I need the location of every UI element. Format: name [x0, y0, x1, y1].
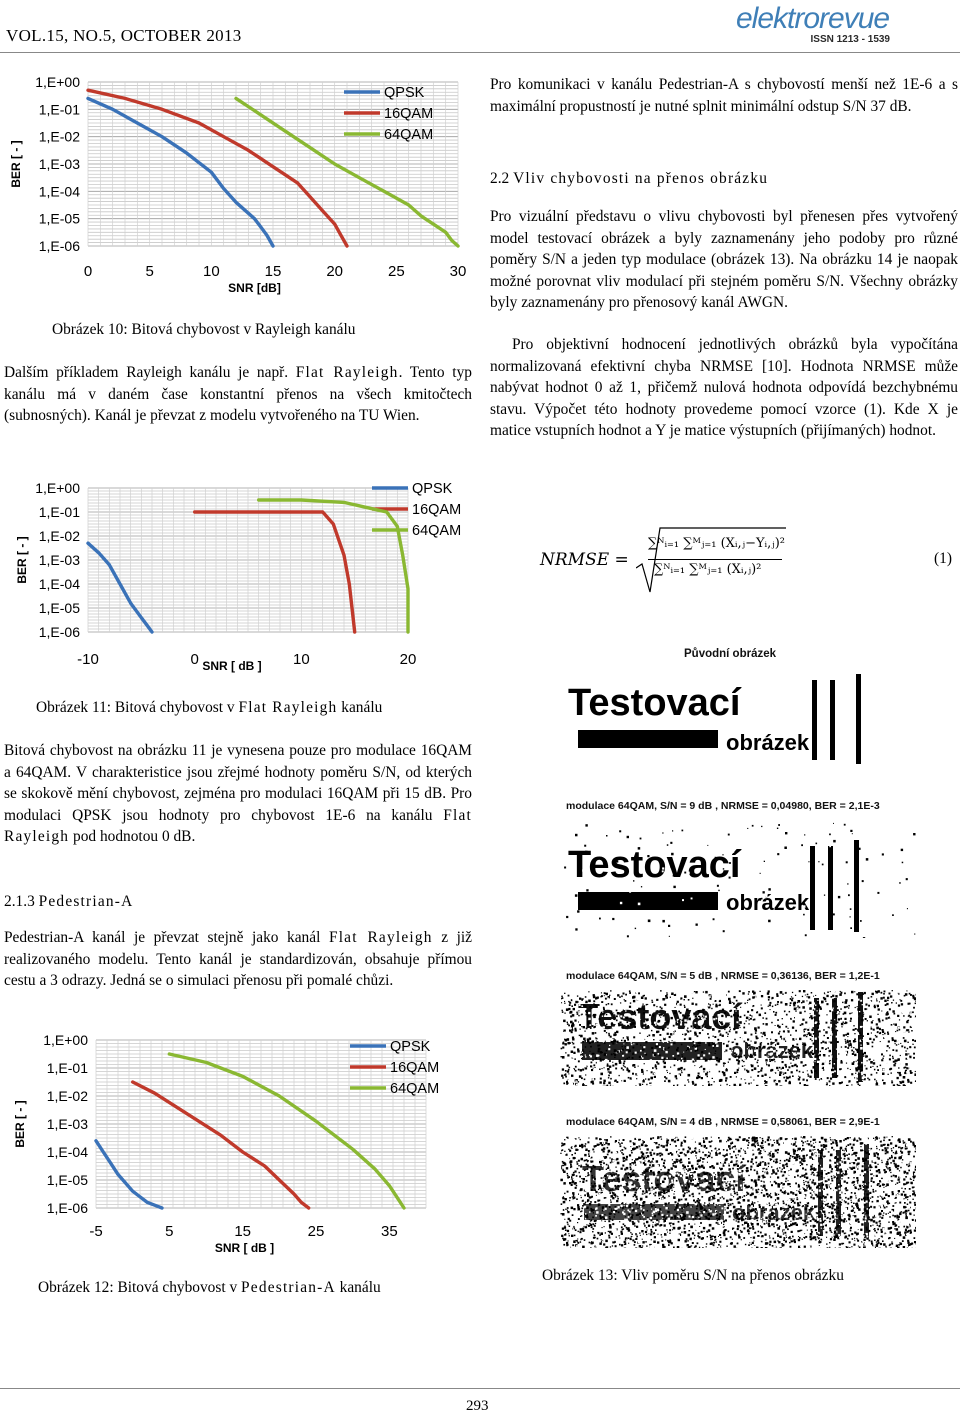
logo-text: elektrorevue — [736, 2, 890, 35]
p1-b: Flat Rayleigh — [295, 364, 399, 381]
x-tick-label: 15 — [234, 1223, 252, 1240]
y-tick-label: 1,E-02 — [38, 528, 80, 544]
equation-number: (1) — [934, 550, 952, 567]
fig10-caption: Obrázek 10: Bitová chybovost v Rayleigh kanálu — [52, 321, 356, 338]
y-tick-label: 1,E-03 — [38, 552, 80, 568]
equation-numerator: ∑ᴺᵢ₌₁ ∑ᴹⱼ₌₁ (Xᵢ,ⱼ−Yᵢ,ⱼ)² — [648, 536, 786, 551]
right-paragraph-2: Pro vizuální představu o vlivu chybovosti byl přenesen přes vytvořený model testovací obrázek a byly zaznamenány jeho podoby pro různé poměry S/N a jeden typ modulace (obrázek 13). Na obrázku 14 je naopak možné porovnat vliv modulací při stejném poměru S/N. Všechny obrázky byly zaznamenány pro přenosový kanál AWGN. — [490, 208, 958, 311]
x-tick-label: 10 — [202, 263, 220, 280]
fig11-cap-a: Obrázek 11: Bitová chybovost v — [36, 699, 239, 716]
fig11-cap-c: kanálu — [337, 699, 383, 716]
section-2-2 — [490, 168, 768, 190]
legend-label-qpsk: QPSK — [412, 481, 453, 497]
img3-word1: Testovací — [578, 996, 742, 1037]
section-num: 2.1.3 — [4, 893, 35, 910]
legend-label-qpsk: QPSK — [384, 85, 425, 101]
left-paragraph-3 — [4, 927, 472, 992]
fig12-cap-c: kanálu — [335, 1279, 381, 1296]
img2-word1: Testovací — [568, 844, 741, 886]
x-tick-label: 20 — [326, 263, 344, 280]
p3-c: z již realizovaného modelu. Tento kanál je standardizován, obsahuje přímou cestu a 3 odrazy. Jedná se o simulaci přenosu při pomalé chůzi. — [4, 929, 472, 989]
img-caption-5db: modulace 64QAM, S/N = 5 dB , NRMSE = 0,36136, BER = 1,2E-1 — [566, 970, 880, 982]
fig12-cap-b: Pedestrian-A — [241, 1279, 336, 1296]
img3-noise — [560, 990, 916, 1086]
y-tick-label: 1,E-01 — [38, 504, 80, 520]
test-image-9db — [560, 822, 916, 938]
sqrt-sign — [636, 524, 786, 596]
test-image-original — [560, 672, 916, 782]
x-axis-label: SNR [ dB ] — [202, 659, 262, 673]
y-tick-label: 1,E-02 — [38, 128, 80, 145]
y-tick-label: 1,E+00 — [35, 74, 80, 90]
y-tick-label: 1,E-05 — [38, 210, 80, 227]
x-tick-label: 5 — [145, 263, 154, 280]
left-paragraph-1 — [4, 362, 472, 427]
img1-black-bar — [578, 730, 718, 748]
img1-word1: Testovací — [568, 682, 741, 724]
x-tick-label: 35 — [380, 1223, 398, 1240]
test-image-5db — [560, 990, 916, 1086]
p3-b: Flat Rayleigh — [328, 929, 433, 946]
img2-noise — [560, 822, 916, 938]
x-tick-label: 15 — [264, 263, 282, 280]
fig12-caption — [38, 1278, 381, 1298]
legend-label-16qam: 16QAM — [384, 106, 434, 122]
p3-a: Pedestrian-A kanál je převzat stejně jako kanál — [4, 929, 329, 946]
test-image-4db — [560, 1136, 916, 1248]
y-tick-label: 1,E-04 — [46, 1144, 88, 1160]
img1-word2: obrázek — [726, 730, 810, 755]
y-tick-label: 1,E-01 — [38, 101, 80, 118]
right-paragraph-3: Pro objektivní hodnocení jednotlivých obrázků byla vypočítána normalizovaná efektivní chyba NRMSE [10]. Hodnota NRMSE může nabývat hodnot 0 až 1, přičemž nulová hodnota odpovídá bezchybnému stavu. Výpočet této hodnoty provedeme pomocí vzorce (1). Kde X je matice vstupních hodnot a Y je matice výstupních (přijímaných) hodnot. — [490, 336, 958, 439]
legend-label-16qam: 16QAM — [390, 1060, 440, 1076]
chart-fig12 — [6, 1026, 476, 1262]
y-axis-label: BER [ - ] — [9, 140, 23, 188]
y-axis-label: BER [ - ] — [15, 536, 29, 584]
issn: ISSN 1213 - 1539 — [810, 34, 890, 45]
img-caption-4db: modulace 64QAM, S/N = 4 dB , NRMSE = 0,58061, BER = 2,9E-1 — [566, 1116, 880, 1128]
section-2-2-title: Vliv chybovosti na přenos obrázku — [513, 170, 769, 187]
x-axis-label: SNR [dB] — [228, 281, 281, 295]
journal-logo — [736, 4, 956, 46]
left-paragraph-2 — [4, 740, 472, 848]
equation-lhs: NRMSE = — [540, 550, 629, 570]
fig13-caption: Obrázek 13: Vliv poměru S/N na přenos obrázku — [542, 1267, 844, 1284]
p1-a: Dalším příkladem Rayleigh kanálu je např. — [4, 364, 296, 381]
y-tick-label: 1,E-05 — [38, 600, 80, 616]
legend-label-16qam: 16QAM — [412, 502, 462, 518]
original-image-caption: Původní obrázek — [684, 648, 777, 660]
legend-label-64qam: 64QAM — [384, 127, 434, 143]
y-tick-label: 1,E-03 — [38, 156, 80, 172]
img2-word2: obrázek — [726, 890, 810, 915]
header-rule — [0, 52, 960, 53]
nrmse-equation — [540, 522, 960, 598]
legend-label-64qam: 64QAM — [412, 523, 462, 539]
figure-11 — [6, 474, 476, 684]
y-tick-label: 1,E-06 — [38, 238, 80, 254]
y-axis-label: BER [ - ] — [13, 1100, 27, 1148]
footer-rule — [0, 1388, 960, 1389]
p2-c: pod hodnotou 0 dB. — [69, 828, 196, 845]
y-tick-label: 1,E-06 — [46, 1200, 88, 1216]
chart-grid — [96, 1040, 426, 1208]
section-2-1-3 — [4, 891, 133, 913]
img-caption-9db: modulace 64QAM, S/N = 9 dB , NRMSE = 0,04980, BER = 2,1E-3 — [566, 800, 880, 812]
img4-word1: Testovací — [582, 1158, 746, 1199]
y-tick-label: 1,E-04 — [38, 576, 80, 592]
y-tick-label: 1,E+00 — [35, 480, 80, 496]
legend-label-qpsk: QPSK — [390, 1039, 431, 1055]
x-tick-label: 0 — [190, 651, 199, 668]
img1-line-2 — [830, 680, 835, 760]
img1-line-1 — [812, 680, 817, 760]
img4-noise — [560, 1136, 916, 1248]
series-line-qpsk — [88, 98, 273, 246]
x-tick-label: 10 — [292, 651, 310, 668]
figure-10 — [6, 66, 476, 306]
right-paragraph-1: Pro komunikaci v kanálu Pedestrian-A s chybovostí menší než 1E-6 a s maximální propustností je nutné splnit minimální odstup S/N 37 dB. — [490, 76, 958, 115]
chart-fig10 — [6, 66, 476, 306]
x-tick-label: -5 — [89, 1223, 103, 1240]
y-tick-label: 1,E-02 — [46, 1088, 88, 1104]
y-tick-label: 1,E-01 — [46, 1060, 88, 1076]
journal-header: VOL.15, NO.5, OCTOBER 2013 — [6, 26, 242, 45]
img3-word2: obrázek — [730, 1038, 814, 1063]
chart-fig11 — [6, 474, 476, 684]
p2-a: Bitová chybovost na obrázku 11 je vynesena pouze pro modulace 16QAM a 64QAM. V charakteristice jsou zřejmé hodnoty poměru S/N, od kterých se skokově mění chybovost, zejména pro modulaci 16QAM při 15 dB. Pro modulaci QPSK jsou hodnoty pro chybovost 1E-6 na kanálu — [4, 742, 472, 824]
x-tick-label: 25 — [387, 263, 405, 280]
fraction-bar — [648, 559, 782, 560]
y-tick-label: 1,E-04 — [38, 183, 80, 200]
p2-b: Flat Rayleigh — [4, 806, 472, 845]
x-tick-label: 20 — [399, 651, 417, 668]
y-tick-label: 1,E-06 — [38, 624, 80, 640]
x-tick-label: 30 — [449, 263, 467, 280]
section-2-2-num: 2.2 — [490, 170, 510, 187]
fig12-cap-a: Obrázek 12: Bitová chybovost v — [38, 1279, 242, 1296]
img1-line-3 — [856, 674, 861, 764]
x-tick-label: -10 — [77, 651, 99, 668]
fig11-cap-b: Flat Rayleigh — [238, 699, 338, 716]
p1-c: . Tento typ kanálu má v daném čase konstantní přenos na všech kmitočtech (subnosných). Kanál je převzat z modelu vytvořeného na TU Wien. — [4, 364, 472, 424]
legend-label-64qam: 64QAM — [390, 1081, 440, 1097]
x-tick-label: 5 — [165, 1223, 174, 1240]
y-tick-label: 1,E+00 — [43, 1032, 88, 1048]
page-number: 293 — [466, 1398, 489, 1414]
x-tick-label: 0 — [83, 263, 93, 280]
x-axis-label: SNR [ dB ] — [214, 1241, 275, 1255]
y-tick-label: 1,E-03 — [46, 1116, 88, 1132]
equation-denominator: ∑ᴺᵢ₌₁ ∑ᴹⱼ₌₁ (Xᵢ,ⱼ)² — [654, 562, 762, 577]
fig11-caption — [36, 698, 382, 718]
x-tick-label: 25 — [307, 1223, 325, 1240]
figure-12 — [6, 1026, 476, 1262]
series-line-16qam — [88, 90, 347, 246]
section-title: Pedestrian-A — [38, 893, 134, 910]
y-tick-label: 1,E-05 — [46, 1172, 88, 1188]
